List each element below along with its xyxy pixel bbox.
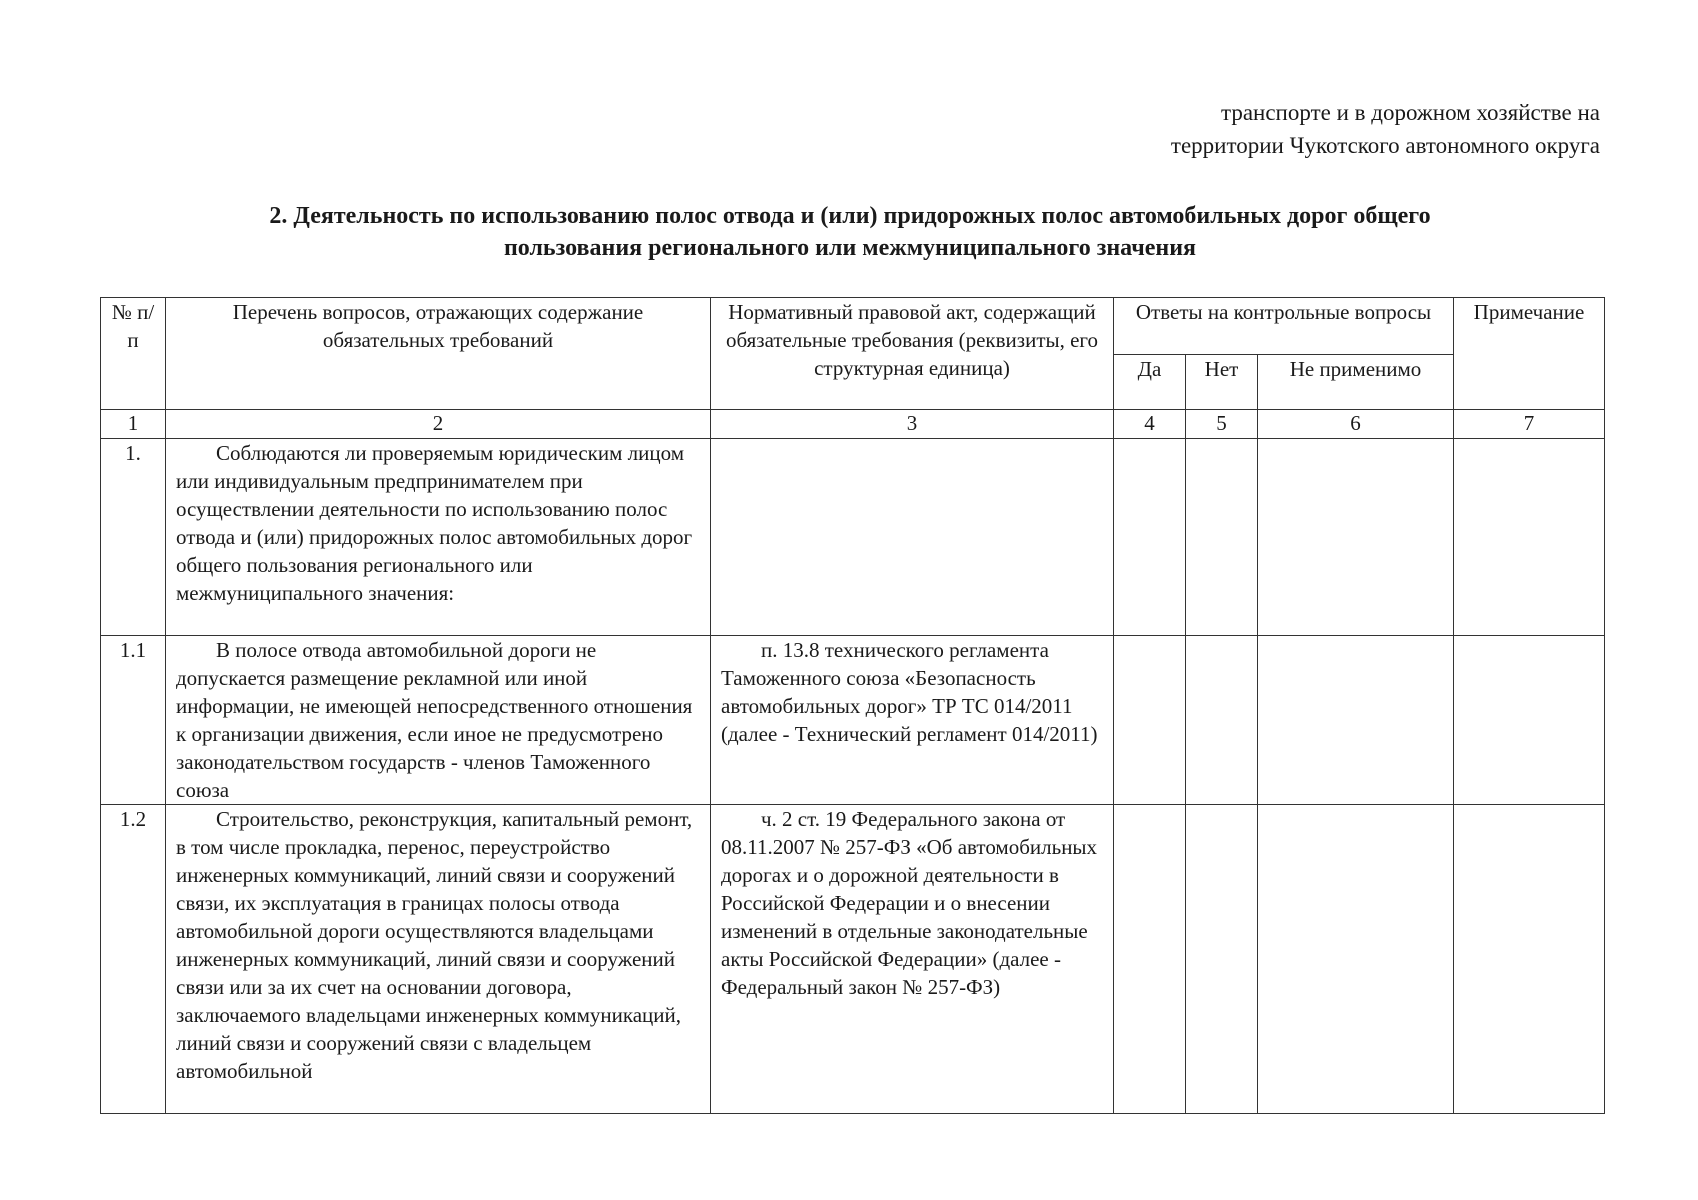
- row-answer-yes[interactable]: [1114, 439, 1186, 636]
- section-title-line-1: 2. Деятельность по использованию полос отвода и (или) придорожных полос автомобильных дорог общего: [269, 203, 1431, 229]
- row-answer-no[interactable]: [1186, 636, 1258, 805]
- column-number: 1: [101, 410, 166, 439]
- row-note[interactable]: [1454, 805, 1605, 1114]
- column-number: 4: [1114, 410, 1186, 439]
- row-number: 1.: [101, 439, 166, 636]
- column-number: 7: [1454, 410, 1605, 439]
- column-number: 6: [1258, 410, 1454, 439]
- section-title-line-2: пользования регионального или межмуниципального значения: [503, 235, 1197, 261]
- header-act: Нормативный правовой акт, содержащий обязательные требования (реквизиты, его структурная единица): [711, 298, 1114, 410]
- row-note[interactable]: [1454, 636, 1605, 805]
- row-question: Соблюдаются ли проверяемым юридическим лицом или индивидуальным предпринимателем при осуществлении деятельности по использованию полос отвода и (или) придорожных полос автомобильных дорог общего пользования регионального или межмуниципального значения:: [166, 439, 711, 636]
- row-answer-na[interactable]: [1258, 805, 1454, 1114]
- row-question: В полосе отвода автомобильной дороги не допускается размещение рекламной или иной информации, не имеющей непосредственного отношения к организации движения, если иное не предусмотрено законодательством государств - членов Таможенного союза: [166, 636, 711, 805]
- column-number: 3: [711, 410, 1114, 439]
- row-number: 1.1: [101, 636, 166, 805]
- row-answer-na[interactable]: [1258, 636, 1454, 805]
- column-number: 5: [1186, 410, 1258, 439]
- column-number: 2: [166, 410, 711, 439]
- header-line-1: транспорте и в дорожном хозяйстве на: [1221, 100, 1600, 125]
- header-yes: Да: [1114, 355, 1186, 410]
- row-act: п. 13.8 технического регламента Таможенного союза «Безопасность автомобильных дорог» ТР ТС 014/2011 (далее - Технический регламент 014/2011): [711, 636, 1114, 805]
- row-act: [711, 439, 1114, 636]
- row-answer-yes[interactable]: [1114, 636, 1186, 805]
- row-answer-no[interactable]: [1186, 805, 1258, 1114]
- table-header-row: [101, 298, 1605, 355]
- header-questions: Перечень вопросов, отражающих содержание обязательных требований: [166, 298, 711, 410]
- table-row: [101, 636, 1605, 805]
- table-row: [101, 439, 1605, 636]
- row-answer-na[interactable]: [1258, 439, 1454, 636]
- section-title: [100, 200, 1600, 264]
- row-answer-yes[interactable]: [1114, 805, 1186, 1114]
- table-row: [101, 805, 1605, 1114]
- row-question: Строительство, реконструкция, капитальный ремонт, в том числе прокладка, перенос, переустройство инженерных коммуникаций, линий связи и сооружений связи, их эксплуатация в границах полосы отвода автомобильной дороги осуществляются владельцами инженерных коммуникаций, линий связи и сооружений связи или за их счет на основании договора, заключаемого владельцами инженерных коммуникаций, линий связи и сооружений связи с владельцем автомобильной: [166, 805, 711, 1114]
- header-no: Нет: [1186, 355, 1258, 410]
- document-header: [1171, 96, 1600, 162]
- row-note[interactable]: [1454, 439, 1605, 636]
- header-na: Не применимо: [1258, 355, 1454, 410]
- column-numbers-row: [101, 410, 1605, 439]
- header-note: Примечание: [1454, 298, 1605, 410]
- header-line-2: территории Чукотского автономного округа: [1170, 133, 1600, 158]
- checklist-table: [100, 297, 1605, 1114]
- row-number: 1.2: [101, 805, 166, 1114]
- row-act: ч. 2 ст. 19 Федерального закона от 08.11.2007 № 257-ФЗ «Об автомобильных дорогах и о дорожной деятельности в Российской Федерации и о внесении изменений в отдельные законодательные акты Российской Федерации» (далее - Федеральный закон № 257-ФЗ): [711, 805, 1114, 1114]
- header-answers: Ответы на контрольные вопросы: [1114, 298, 1454, 355]
- header-num: № п/п: [101, 298, 166, 410]
- row-answer-no[interactable]: [1186, 439, 1258, 636]
